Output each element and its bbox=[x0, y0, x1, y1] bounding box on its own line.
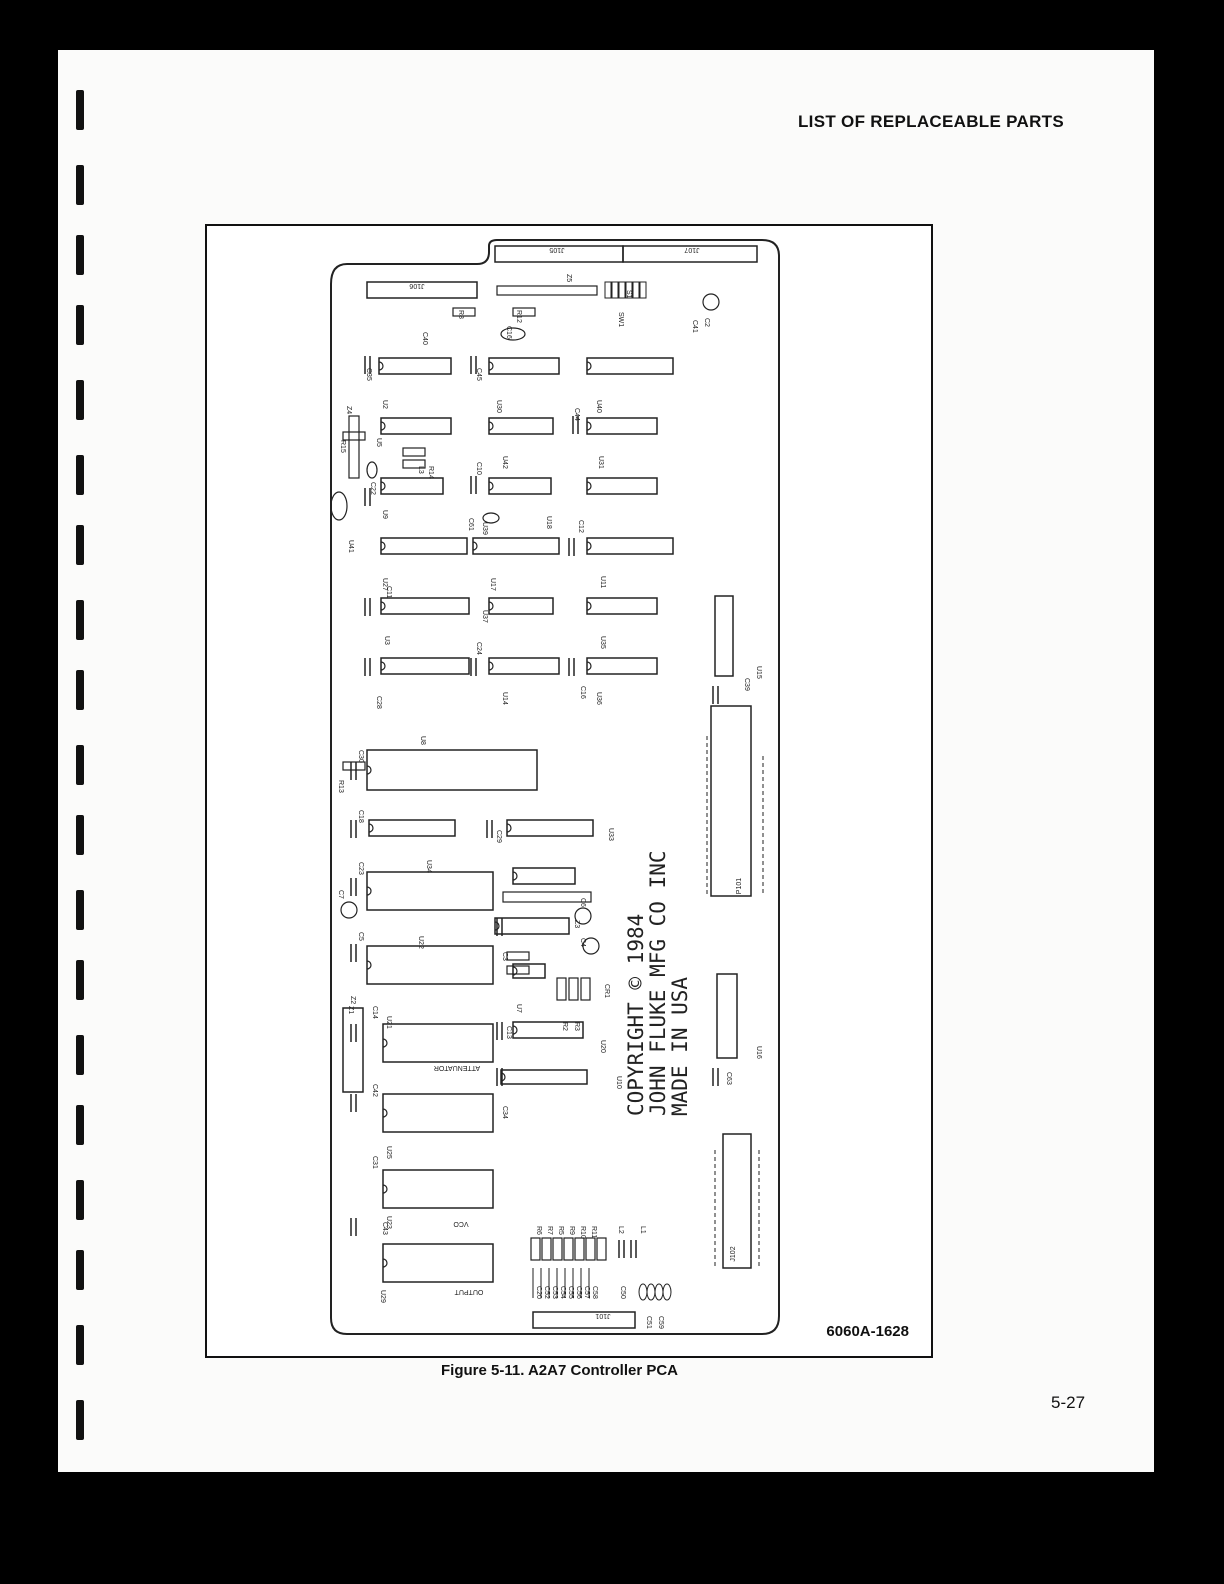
silkscreen-output: OUTPUT bbox=[454, 1288, 484, 1295]
component-label: C29 bbox=[495, 830, 502, 843]
component-label: R12 bbox=[515, 310, 522, 323]
figure-frame bbox=[205, 224, 933, 1358]
component-label: C24 bbox=[475, 642, 482, 655]
resistor bbox=[564, 1238, 573, 1260]
component-label: R13 bbox=[337, 780, 344, 793]
connector-j101 bbox=[533, 1312, 635, 1328]
ic-chip bbox=[367, 872, 493, 910]
component-label: C35 bbox=[365, 368, 372, 381]
binder-hole bbox=[76, 1400, 84, 1440]
ic-chip bbox=[379, 358, 451, 374]
component-label: C54 bbox=[559, 1286, 566, 1299]
capacitor-c5 bbox=[341, 902, 357, 918]
component-label: U23 bbox=[385, 1216, 392, 1229]
binder-hole bbox=[76, 305, 84, 345]
component-label: U42 bbox=[501, 456, 508, 469]
component-label: C13 bbox=[505, 1026, 512, 1039]
resistor bbox=[343, 762, 365, 770]
component-label: C43 bbox=[381, 1222, 388, 1235]
component-label: U5 bbox=[375, 438, 382, 447]
binder-hole bbox=[76, 235, 84, 275]
binder-hole bbox=[76, 525, 84, 565]
component-label: R9 bbox=[568, 1226, 575, 1235]
capacitor-c40 bbox=[501, 328, 525, 340]
component-label: U34 bbox=[425, 860, 432, 873]
component-label: C2 bbox=[703, 318, 710, 327]
component-label: C28 bbox=[375, 696, 382, 709]
resistor bbox=[575, 1238, 584, 1260]
ic-chip bbox=[381, 598, 469, 614]
ic-u15 bbox=[715, 596, 733, 676]
component-label: C39 bbox=[743, 678, 750, 691]
component-label: C50 bbox=[619, 1286, 626, 1299]
component-label: C10 bbox=[475, 462, 482, 475]
silkscreen-vco: VCO bbox=[453, 1220, 469, 1227]
resistor bbox=[403, 448, 425, 456]
ic-chip bbox=[381, 418, 451, 434]
pcb-layout-diagram bbox=[207, 226, 931, 1356]
switch-segment bbox=[640, 282, 646, 298]
figure-code: 6060A-1628 bbox=[826, 1323, 909, 1340]
resistor-network-z5 bbox=[497, 286, 597, 295]
connector-p101 bbox=[711, 706, 751, 896]
ic-chip bbox=[381, 658, 469, 674]
ic-chip bbox=[501, 1070, 587, 1084]
copyright-line-1: COPYRIGHT © 1984 bbox=[624, 913, 648, 1116]
binder-hole bbox=[76, 815, 84, 855]
diode bbox=[569, 978, 578, 1000]
document-page bbox=[58, 50, 1154, 1472]
component-label: SW1 bbox=[617, 312, 624, 328]
component-label: R10 bbox=[579, 1226, 586, 1239]
component-label: U41 bbox=[347, 540, 354, 553]
diode bbox=[557, 978, 566, 1000]
ic-chip bbox=[489, 598, 553, 614]
capacitor bbox=[639, 1284, 647, 1300]
ic-chip bbox=[489, 658, 559, 674]
binder-hole bbox=[76, 165, 84, 205]
capacitor bbox=[655, 1284, 663, 1300]
component-label: R11 bbox=[590, 1226, 597, 1239]
switch-segment bbox=[633, 282, 639, 298]
component-label: U39 bbox=[481, 522, 488, 535]
component-label: U27 bbox=[381, 578, 388, 591]
ic-chip bbox=[489, 418, 553, 434]
binder-hole bbox=[76, 670, 84, 710]
component-label: R6 bbox=[535, 1226, 542, 1235]
component-label: C23 bbox=[357, 862, 364, 875]
switch-segment bbox=[619, 282, 625, 298]
component-label: U20 bbox=[599, 1040, 606, 1053]
component-label: U37 bbox=[481, 610, 488, 623]
component-label: R2 bbox=[561, 1022, 568, 1031]
resistor bbox=[586, 1238, 595, 1260]
component-label: C59 bbox=[657, 1316, 664, 1329]
component-label: C4 bbox=[579, 938, 586, 947]
ic-chip bbox=[383, 1024, 493, 1062]
connector-label-p101: P101 bbox=[736, 877, 743, 895]
component-label: Z5 bbox=[565, 274, 572, 283]
resistor bbox=[597, 1238, 606, 1260]
resistor bbox=[531, 1238, 540, 1260]
component-label: C40 bbox=[421, 332, 428, 345]
component-label: U8 bbox=[419, 736, 426, 745]
component-label: C34 bbox=[501, 1106, 508, 1119]
binder-hole bbox=[76, 1105, 84, 1145]
ic-chip bbox=[587, 658, 657, 674]
component-label: C3 bbox=[501, 952, 508, 961]
resistor-network-z1 bbox=[343, 1008, 363, 1092]
component-label: U3 bbox=[383, 636, 390, 645]
silkscreen-attenuator: ATTENUATOR bbox=[433, 1064, 481, 1071]
ic-chip bbox=[381, 538, 467, 554]
component-label: C7 bbox=[337, 890, 344, 899]
component-label: U17 bbox=[489, 578, 496, 591]
component-label: L1 bbox=[639, 1226, 646, 1234]
component-label: U10 bbox=[615, 1076, 622, 1089]
ic-chip bbox=[489, 478, 551, 494]
component-label: U11 bbox=[599, 576, 606, 589]
ic-chip bbox=[587, 358, 673, 374]
component-label: R7 bbox=[546, 1226, 553, 1235]
component-label: U29 bbox=[379, 1290, 386, 1303]
ic-chip bbox=[369, 820, 455, 836]
component-label: CR1 bbox=[603, 984, 610, 999]
ic-chip bbox=[587, 598, 657, 614]
ic-chip bbox=[489, 358, 559, 374]
component-label: C45 bbox=[475, 368, 482, 381]
component-label: S1 bbox=[625, 290, 632, 299]
connector-label-j107: J107 bbox=[684, 246, 700, 253]
component-label: U30 bbox=[495, 400, 502, 413]
connector-label-j106: J106 bbox=[409, 282, 425, 289]
binder-hole bbox=[76, 1325, 84, 1365]
component-label: R15 bbox=[339, 440, 346, 453]
ic-chip bbox=[513, 1022, 583, 1038]
page-header: LIST OF REPLACEABLE PARTS bbox=[798, 112, 1064, 131]
binder-hole bbox=[76, 1250, 84, 1290]
component-label: C61 bbox=[467, 518, 474, 531]
component-label: U15 bbox=[755, 666, 762, 679]
component-label: U9 bbox=[381, 510, 388, 519]
copyright-line-3: MADE IN USA bbox=[668, 976, 692, 1116]
switch-segment bbox=[605, 282, 611, 298]
resistor bbox=[507, 952, 529, 960]
connector-j102 bbox=[723, 1134, 751, 1268]
component-label: C16 bbox=[579, 686, 586, 699]
page-number: 5-27 bbox=[1051, 1393, 1086, 1412]
ic-chip bbox=[587, 418, 657, 434]
resistor-network-z3 bbox=[503, 892, 591, 902]
component-label: U31 bbox=[597, 456, 604, 469]
component-label: C22 bbox=[369, 482, 376, 495]
component-label: C58 bbox=[591, 1286, 598, 1299]
component-label: U7 bbox=[515, 1004, 522, 1013]
component-label: U18 bbox=[545, 516, 552, 529]
component-label: C11 bbox=[385, 586, 392, 599]
component-label: R8 bbox=[457, 310, 464, 319]
binder-hole bbox=[76, 600, 84, 640]
component-label: U21 bbox=[385, 1016, 392, 1029]
ic-u16 bbox=[717, 974, 737, 1058]
component-label: Z4 bbox=[345, 406, 352, 415]
resistor bbox=[542, 1238, 551, 1260]
component-label: U36 bbox=[595, 692, 602, 705]
component-label: Z3 bbox=[573, 920, 580, 929]
component-label: C57 bbox=[583, 1286, 590, 1299]
component-label: C30 bbox=[357, 750, 364, 763]
component-label: C52 bbox=[543, 1286, 550, 1299]
binder-hole bbox=[76, 1035, 84, 1075]
binder-hole bbox=[76, 380, 84, 420]
component-label: C16 bbox=[505, 326, 512, 339]
component-label: Z1 bbox=[347, 1006, 354, 1015]
ic-chip bbox=[587, 538, 673, 554]
component-label: C14 bbox=[371, 1006, 378, 1019]
component-label: C31 bbox=[371, 1156, 378, 1169]
capacitor bbox=[663, 1284, 671, 1300]
ic-chip bbox=[383, 1094, 493, 1132]
ic-chip bbox=[383, 1244, 493, 1282]
connector-label-j102: J102 bbox=[730, 1246, 737, 1262]
capacitor-c61 bbox=[367, 462, 377, 478]
component-label: C56 bbox=[575, 1286, 582, 1299]
binder-hole bbox=[76, 890, 84, 930]
component-label: U22 bbox=[417, 936, 424, 949]
component-label: U16 bbox=[755, 1046, 762, 1059]
component-label: C53 bbox=[551, 1286, 558, 1299]
component-label: U35 bbox=[599, 636, 606, 649]
capacitor-c16 bbox=[703, 294, 719, 310]
switch-segment bbox=[612, 282, 618, 298]
component-label: C44 bbox=[573, 408, 580, 421]
component-label: C42 bbox=[371, 1084, 378, 1097]
component-label: C41 bbox=[691, 320, 698, 333]
capacitor bbox=[647, 1284, 655, 1300]
component-label: U33 bbox=[607, 828, 614, 841]
binder-hole bbox=[76, 960, 84, 1000]
ic-chip bbox=[383, 1170, 493, 1208]
ic-chip bbox=[587, 478, 657, 494]
component-label: Z2 bbox=[349, 996, 356, 1005]
ic-chip bbox=[367, 946, 493, 984]
copyright-line-2: JOHN FLUKE MFG CO INC bbox=[646, 850, 670, 1116]
component-label: R3 bbox=[573, 1022, 580, 1031]
ic-chip bbox=[381, 478, 443, 494]
diode bbox=[581, 978, 590, 1000]
binder-hole bbox=[76, 455, 84, 495]
binder-hole bbox=[76, 1180, 84, 1220]
component-label: C6 bbox=[579, 898, 586, 907]
component-label: L2 bbox=[617, 1226, 624, 1234]
component-label: C20 bbox=[535, 1286, 542, 1299]
component-label: C51 bbox=[645, 1316, 652, 1329]
figure-caption: Figure 5-11. A2A7 Controller PCA bbox=[441, 1362, 678, 1379]
resistor bbox=[343, 432, 365, 440]
crystal-u41 bbox=[331, 492, 347, 520]
binder-hole bbox=[76, 745, 84, 785]
component-label: U40 bbox=[595, 400, 602, 413]
component-label: C63 bbox=[725, 1072, 732, 1085]
ic-chip bbox=[367, 750, 537, 790]
component-label: C55 bbox=[567, 1286, 574, 1299]
ic-chip bbox=[513, 868, 575, 884]
component-label: R14 bbox=[427, 466, 434, 479]
resistor bbox=[553, 1238, 562, 1260]
component-label: C12 bbox=[577, 520, 584, 533]
component-label: L3 bbox=[417, 466, 424, 474]
ic-chip bbox=[507, 820, 593, 836]
component-label: U25 bbox=[385, 1146, 392, 1159]
component-label: U14 bbox=[501, 692, 508, 705]
component-label: C5 bbox=[357, 932, 364, 941]
component-label: C18 bbox=[357, 810, 364, 823]
component-label: U2 bbox=[381, 400, 388, 409]
component-label: R5 bbox=[557, 1226, 564, 1235]
binder-hole bbox=[76, 90, 84, 130]
resistor-network-z4 bbox=[349, 416, 359, 478]
ic-chip bbox=[473, 538, 559, 554]
connector-label-j105: J105 bbox=[549, 246, 565, 253]
ic-chip bbox=[495, 918, 569, 934]
connector-label-j101: J101 bbox=[595, 1312, 611, 1319]
